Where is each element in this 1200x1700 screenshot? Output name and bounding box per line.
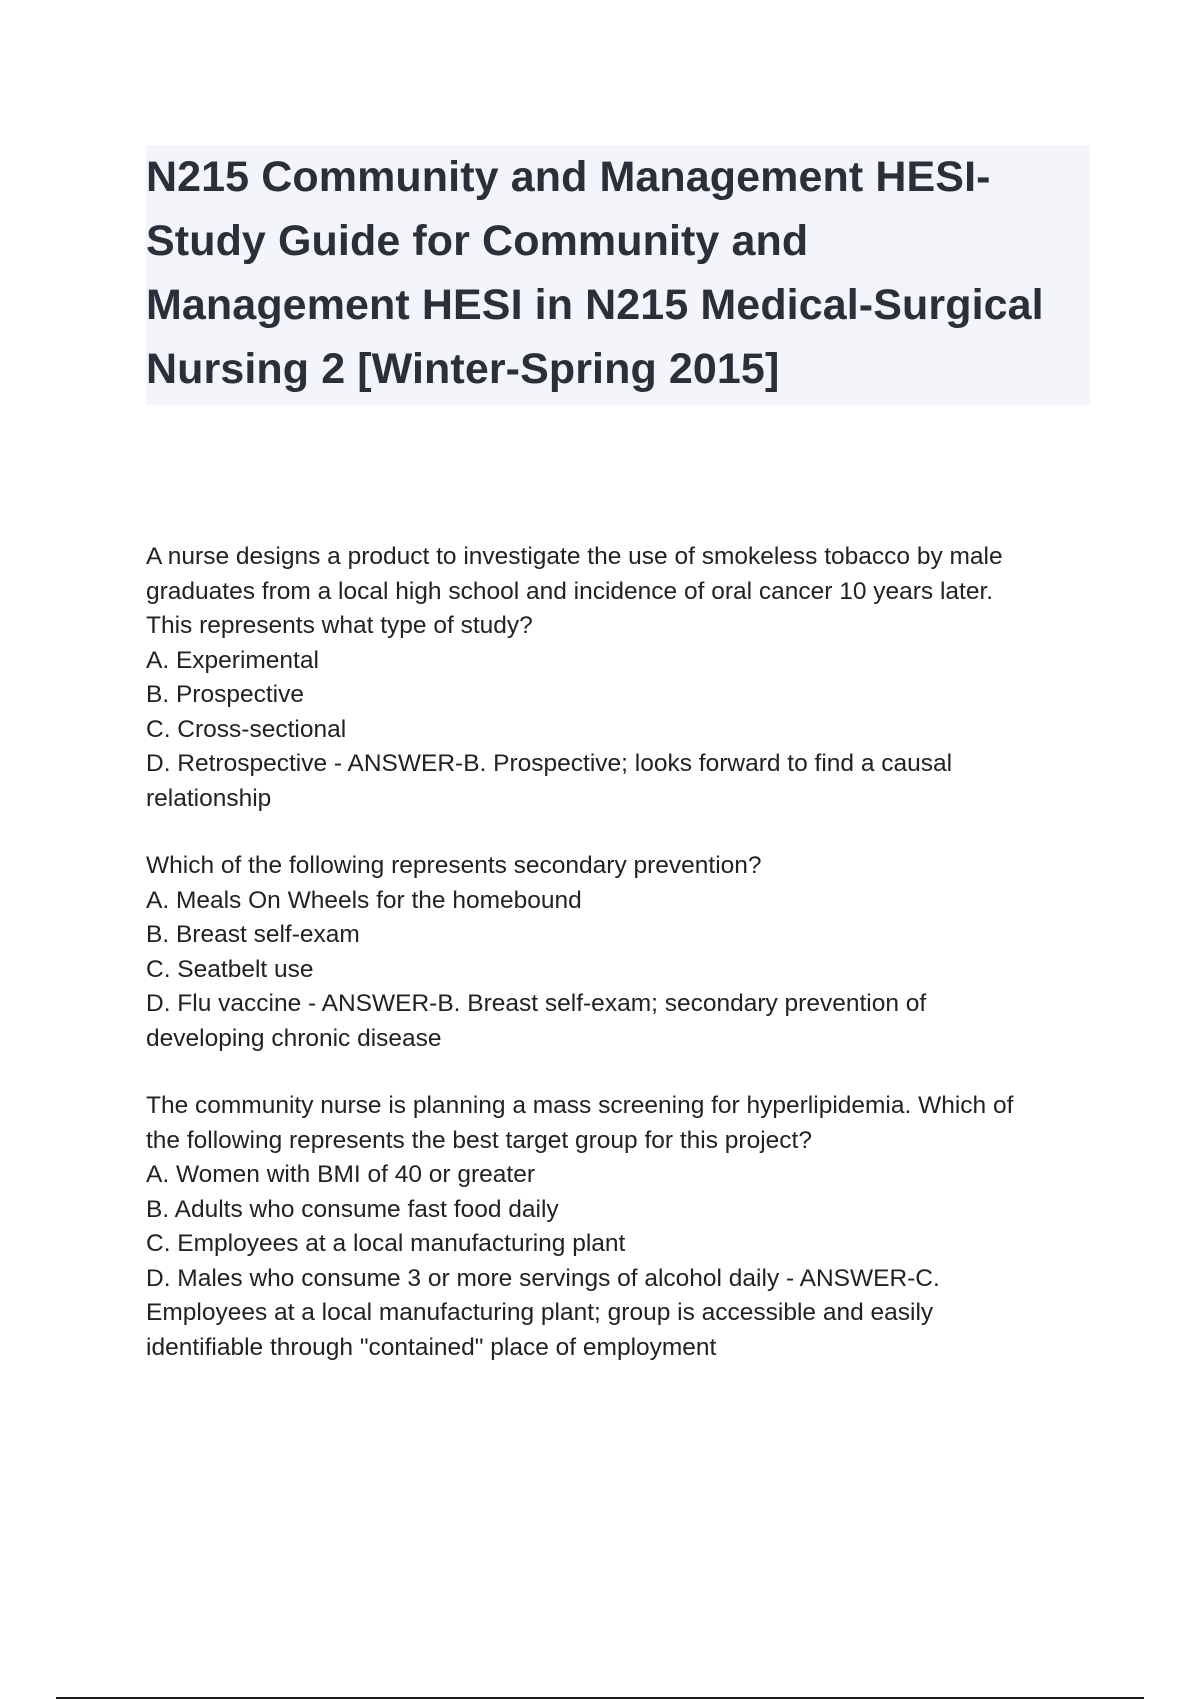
title-line: Management HESI in N215 Medical-Surgical [146,281,1044,329]
answer-option: D. Retrospective - ANSWER-B. Prospective; looks forward to find a causal [146,750,953,777]
question-1 [146,540,1096,816]
question-text: Which of the following represents secondary prevention? [146,852,762,879]
answer-option: A. Meals On Wheels for the homebound [146,886,582,914]
question-text: graduates from a local high school and incidence of oral cancer 10 years later. [146,577,994,605]
question-2 [146,849,1096,1056]
answer-option: B. Adults who consume fast food daily [146,1195,559,1223]
answer-option: B. Prospective [146,681,304,708]
title-line: Study Guide for Community and [146,217,809,265]
answer-option: C. Seatbelt use [146,955,314,983]
answer-option: D. Males who consume 3 or more servings of alcohol daily - ANSWER-C. [146,1264,940,1292]
question-3 [146,1089,1096,1365]
answer-option: C. Employees at a local manufacturing plant [146,1230,626,1257]
answer-option: C. Cross-sectional [146,715,347,743]
answer-option: A. Women with BMI of 40 or greater [146,1161,535,1188]
title-line: N215 Community and Management HESI- [146,153,991,201]
document-body [146,540,1096,1398]
question-text: A nurse designs a product to investigate the use of smokeless tobacco by male [146,543,1003,570]
title-block [146,145,1090,405]
question-text: The community nurse is planning a mass screening for hyperlipidemia. Which of [146,1092,1014,1119]
answer-explanation: developing chronic disease [146,1024,442,1052]
answer-option: B. Breast self-exam [146,921,360,948]
answer-explanation: relationship [146,784,272,812]
answer-explanation: identifiable through "contained" place of employment [146,1333,717,1361]
answer-option: D. Flu vaccine - ANSWER-B. Breast self-exam; secondary prevention of [146,990,927,1017]
answer-option: A. Experimental [146,646,319,674]
answer-explanation: Employees at a local manufacturing plant; group is accessible and easily [146,1299,934,1326]
question-text: the following represents the best target group for this project? [146,1126,812,1154]
document-title [146,145,1090,401]
question-text: This represents what type of study? [146,612,533,639]
title-line: Nursing 2 [Winter-Spring 2015] [146,345,780,393]
page-bottom-rule [56,1697,1144,1699]
